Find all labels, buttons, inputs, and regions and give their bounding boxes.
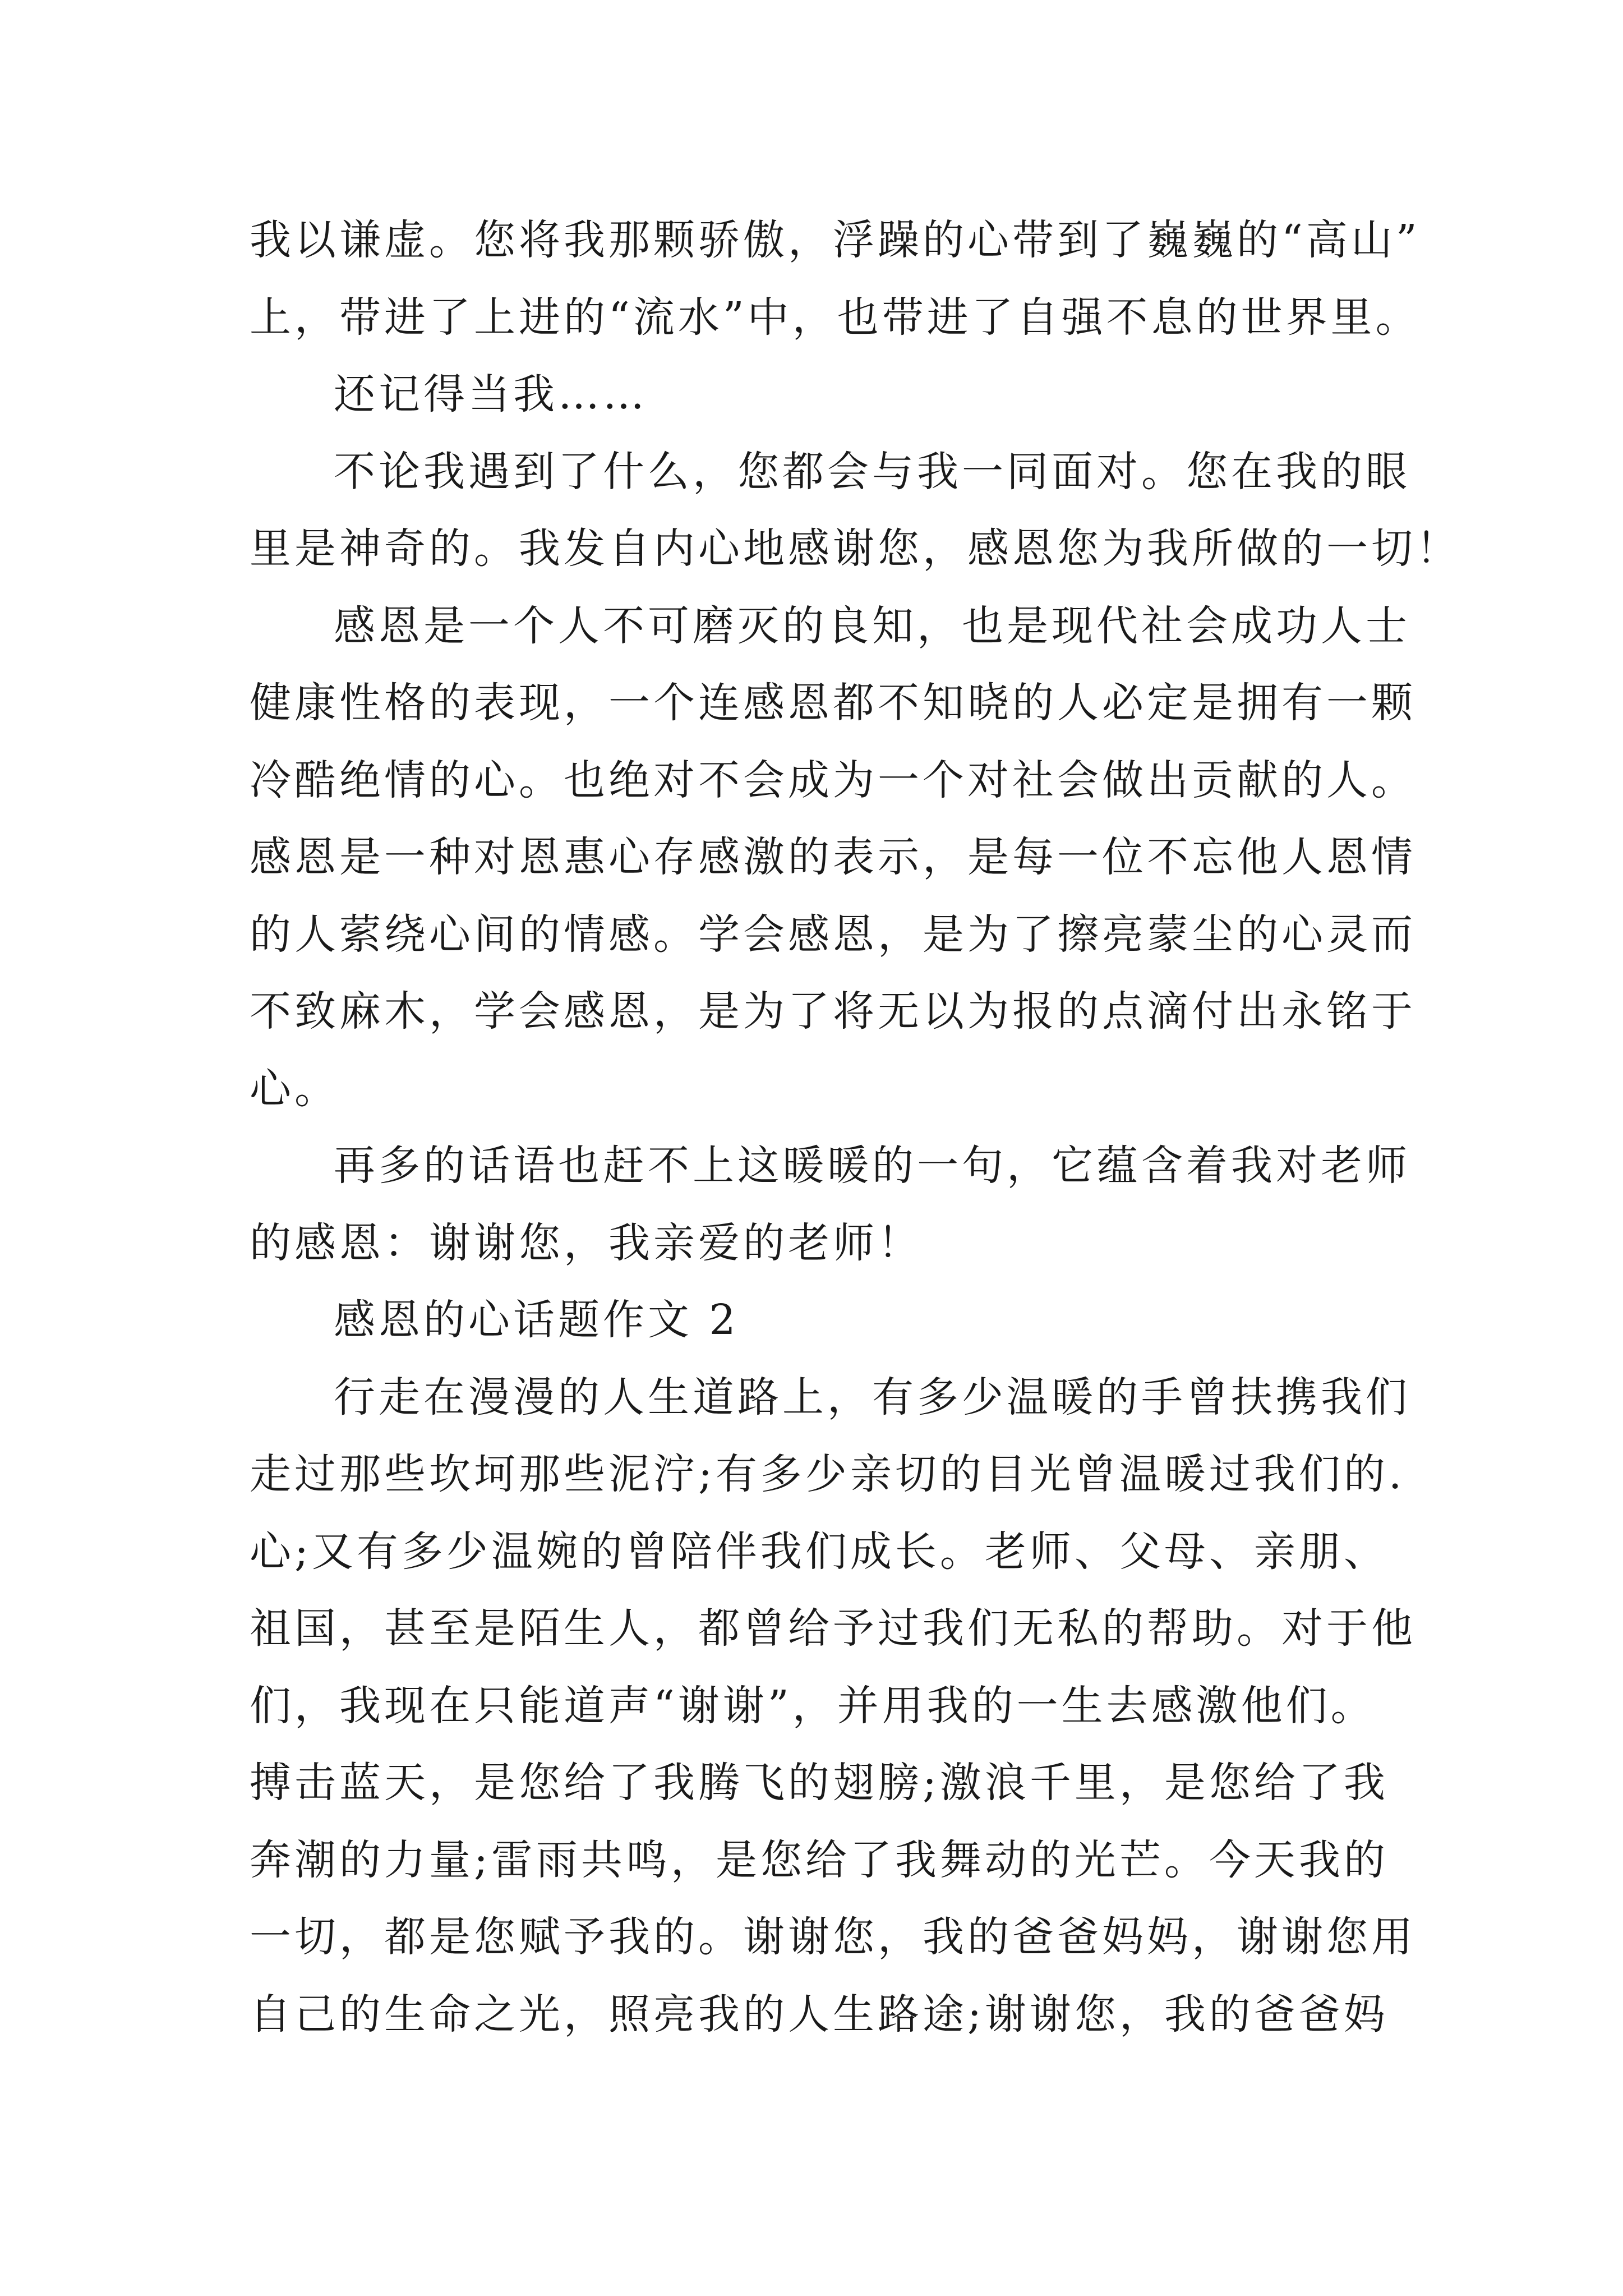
- text-line: 搏击蓝天，是您给了我腾飞的翅膀;激浪千里，是您给了我: [250, 1759, 1389, 1807]
- text-line: 我以谦虚。您将我那颗骄傲，浮躁的心带到了巍巍的“高山”: [250, 216, 1421, 264]
- text-line: 健康性格的表现，一个连感恩都不知晓的人必定是拥有一颗: [250, 679, 1416, 727]
- text-line: 感恩是一个人不可磨灭的良知，也是现代社会成功人士: [334, 601, 1410, 650]
- text-line: 还记得当我……: [334, 370, 648, 418]
- text-line: 行走在漫漫的人生道路上，有多少温暖的手曾扶携我们: [334, 1373, 1410, 1421]
- text-line: 心;又有多少温婉的曾陪伴我们成长。老师、父母、亲朋、: [250, 1527, 1389, 1576]
- text-line: 的人萦绕心间的情感。学会感恩，是为了擦亮蒙尘的心灵而: [250, 910, 1416, 959]
- document-body: [250, 202, 1461, 2053]
- text-line: 感恩是一种对恩惠心存感激的表示，是每一位不忘他人恩情: [250, 833, 1416, 881]
- text-line: 自己的生命之光，照亮我的人生路途;谢谢您，我的爸爸妈: [250, 1990, 1389, 2039]
- section-heading: 感恩的心话题作文 2: [334, 1296, 739, 1344]
- text-line: 再多的话语也赶不上这暖暖的一句，它蕴含着我对老师: [334, 1142, 1410, 1190]
- text-line: 祖国，甚至是陌生人，都曾给予过我们无私的帮助。对于他: [250, 1604, 1416, 1653]
- text-line: 不论我遇到了什么，您都会与我一同面对。您在我的眼: [334, 447, 1410, 496]
- text-line: 一切，都是您赋予我的。谢谢您，我的爸爸妈妈，谢谢您用: [250, 1913, 1416, 1961]
- text-line: 心。: [250, 1064, 339, 1113]
- text-line: 们，我现在只能道声“谢谢”，并用我的一生去感激他们。: [250, 1681, 1376, 1730]
- text-line: 的感恩：谢谢您，我亲爱的老师！: [250, 1218, 923, 1267]
- text-line: 不致麻木，学会感恩，是为了将无以为报的点滴付出永铭于: [250, 987, 1416, 1036]
- text-line: 走过那些坎坷那些泥泞;有多少亲切的目光曾温暖过我们的.: [250, 1450, 1405, 1498]
- text-line: 上，带进了上进的“流水”中，也带进了自强不息的世界里。: [250, 293, 1421, 342]
- text-line: 里是神奇的。我发自内心地感谢您，感恩您为我所做的一切！: [250, 524, 1461, 573]
- text-line: 冷酷绝情的心。也绝对不会成为一个对社会做出贡献的人。: [250, 756, 1416, 804]
- text-line: 奔潮的力量;雷雨共鸣，是您给了我舞动的光芒。今天我的: [250, 1835, 1389, 1884]
